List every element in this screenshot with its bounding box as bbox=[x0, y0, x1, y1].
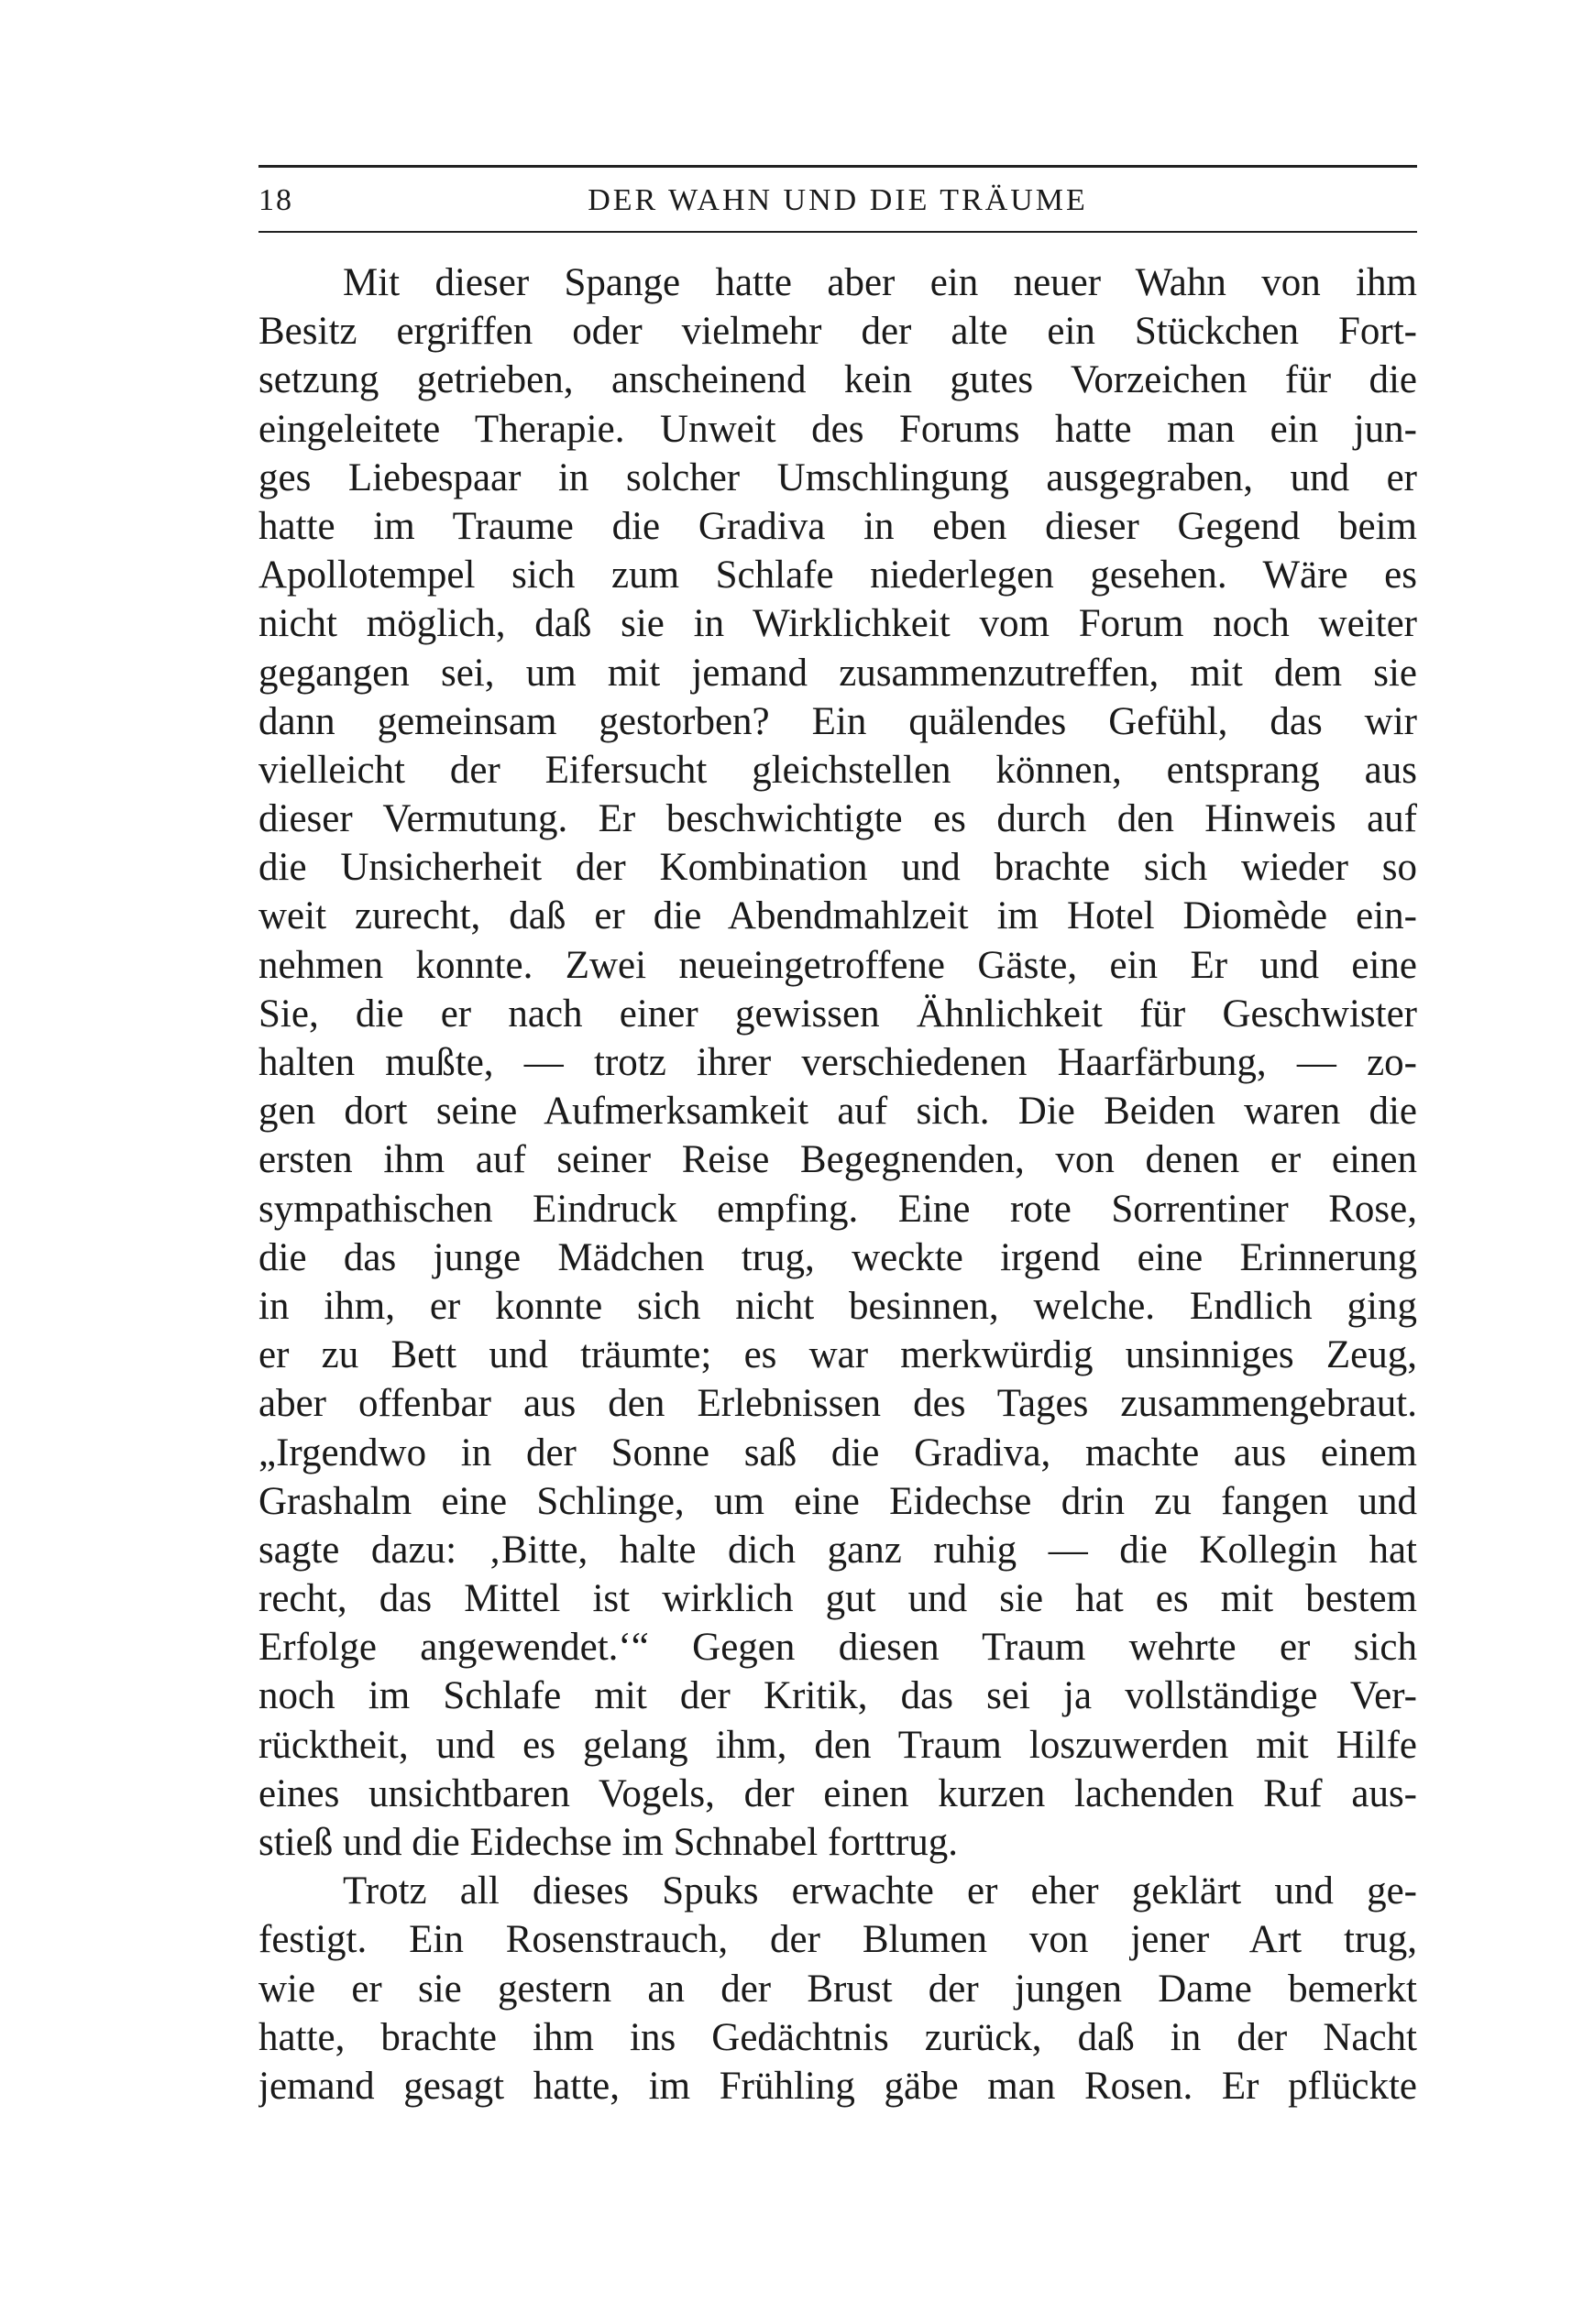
text-line: halten mußte, — trotz ihrer verschiedenen Haarfärbung, — zo- bbox=[258, 1041, 1417, 1084]
text-line: setzung getrieben, anscheinend kein gutes Vorzeichen für die bbox=[258, 358, 1417, 402]
text-line: recht, das Mittel ist wirklich gut und sie hat es mit bestem bbox=[258, 1577, 1417, 1621]
text-line: weit zurecht, daß er die Abendmahlzeit im Hotel Diomède ein- bbox=[258, 894, 1417, 938]
text-line: Sie, die er nach einer gewissen Ähnlichkeit für Geschwister bbox=[258, 992, 1417, 1036]
text-line: hatte im Traume die Gradiva in eben dieser Gegend beim bbox=[258, 504, 1417, 548]
text-line: ersten ihm auf seiner Reise Begegnenden, von denen er einen bbox=[258, 1138, 1417, 1182]
text-line: eingeleitete Therapie. Unweit des Forums hatte man ein jun- bbox=[258, 407, 1417, 451]
text-line: Mit dieser Spange hatte aber ein neuer Wahn von ihm bbox=[343, 261, 1417, 304]
text-line: Besitz ergriffen oder vielmehr der alte ein Stückchen Fort- bbox=[258, 310, 1417, 354]
paragraph-1 bbox=[258, 258, 1417, 1867]
text-line: ges Liebespaar in solcher Umschlingung ausgegraben, und er bbox=[258, 455, 1417, 499]
text-line: gegangen sei, um mit jemand zusammenzutreffen, mit dem sie bbox=[258, 651, 1417, 695]
text-line: nehmen konnte. Zwei neueingetroffene Gäste, ein Er und eine bbox=[258, 943, 1417, 987]
text-line: nicht möglich, daß sie in Wirklichkeit vom Forum noch weiter bbox=[258, 602, 1417, 646]
text-line: „Irgendwo in der Sonne saß die Gradiva, machte aus einem bbox=[258, 1431, 1417, 1474]
text-line: er zu Bett und träumte; es war merkwürdig unsinniges Zeug, bbox=[258, 1333, 1417, 1377]
body-text bbox=[258, 258, 1417, 2110]
text-line: sagte dazu: ‚Bitte, halte dich ganz ruhig — die Kollegin hat bbox=[258, 1528, 1417, 1572]
page-number: 18 bbox=[258, 183, 293, 217]
running-title: DER WAHN UND DIE TRÄUME bbox=[588, 183, 1088, 217]
text-line: Erfolge angewendet.‘“ Gegen diesen Traum wehrte er sich bbox=[258, 1626, 1417, 1670]
paragraph-2 bbox=[258, 1867, 1417, 2110]
text-line: dann gemeinsam gestorben? Ein quälendes Gefühl, das wir bbox=[258, 699, 1417, 743]
text-line: noch im Schlafe mit der Kritik, das sei ja vollständige Ver- bbox=[258, 1674, 1417, 1718]
running-header bbox=[258, 178, 1417, 222]
text-line: festigt. Ein Rosenstrauch, der Blumen von jener Art trug, bbox=[258, 1918, 1417, 1962]
text-line: Trotz all dieses Spuks erwachte er eher geklärt und ge- bbox=[343, 1869, 1417, 1913]
header-bottom-rule bbox=[258, 231, 1417, 233]
text-line: hatte, brachte ihm ins Gedächtnis zurück, daß in der Nacht bbox=[258, 2015, 1417, 2059]
text-line: stieß und die Eidechse im Schnabel forttrug. bbox=[258, 1821, 959, 1864]
text-line: gen dort seine Aufmerksamkeit auf sich. Die Beiden waren die bbox=[258, 1090, 1417, 1134]
text-line: rücktheit, und es gelang ihm, den Traum loszuwerden mit Hilfe bbox=[258, 1723, 1417, 1767]
text-line: Grashalm eine Schlinge, um eine Eidechse drin zu fangen und bbox=[258, 1479, 1417, 1523]
text-line: die das junge Mädchen trug, weckte irgend eine Erinnerung bbox=[258, 1235, 1417, 1279]
text-line: die Unsicherheit der Kombination und brachte sich wieder so bbox=[258, 846, 1417, 890]
text-line: eines unsichtbaren Vogels, der einen kurzen lachenden Ruf aus- bbox=[258, 1771, 1417, 1815]
text-line: dieser Vermutung. Er beschwichtigte es durch den Hinweis auf bbox=[258, 797, 1417, 841]
text-line: aber offenbar aus den Erlebnissen des Tages zusammengebraut. bbox=[258, 1382, 1417, 1426]
text-line: wie er sie gestern an der Brust der jungen Dame bemerkt bbox=[258, 1967, 1417, 2011]
header-top-rule bbox=[258, 165, 1417, 168]
text-line: in ihm, er konnte sich nicht besinnen, welche. Endlich ging bbox=[258, 1284, 1417, 1328]
text-line: vielleicht der Eifersucht gleichstellen können, entsprang aus bbox=[258, 748, 1417, 792]
text-line: Apollotempel sich zum Schlafe niederlegen gesehen. Wäre es bbox=[258, 554, 1417, 597]
text-line: sympathischen Eindruck empfing. Eine rote Sorrentiner Rose, bbox=[258, 1187, 1417, 1231]
text-line: jemand gesagt hatte, im Frühling gäbe man Rosen. Er pflückte bbox=[258, 2064, 1417, 2108]
